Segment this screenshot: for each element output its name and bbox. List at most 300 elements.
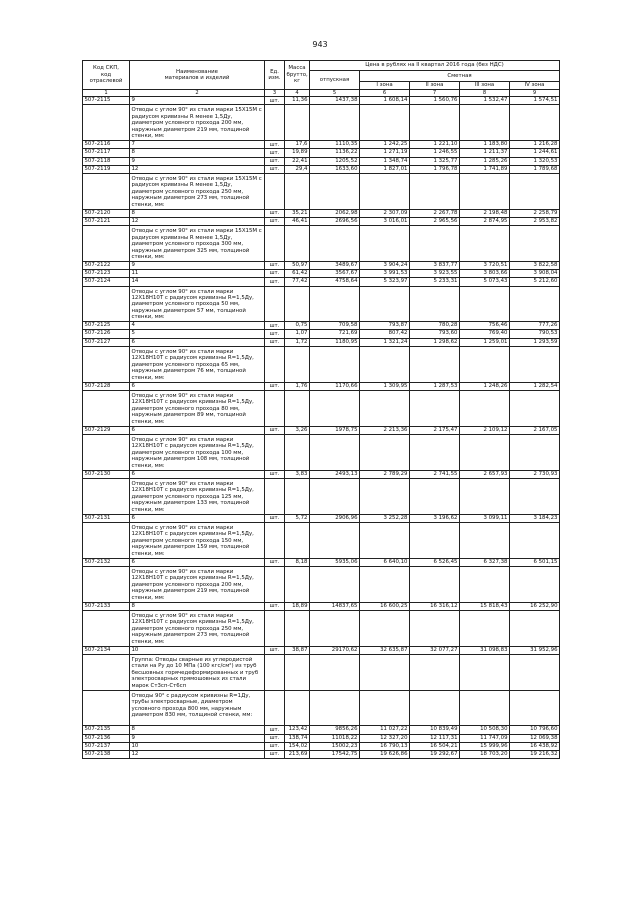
blank-cell xyxy=(460,286,510,322)
item-price-zone3: 2 874,95 xyxy=(460,217,510,225)
col-num: 4 xyxy=(285,90,310,97)
item-mass: 154,02 xyxy=(285,742,310,750)
item-code: 507-2118 xyxy=(83,157,130,165)
item-price-zone4: 1 244,61 xyxy=(510,149,560,157)
blank-cell xyxy=(83,478,130,514)
blank-cell xyxy=(310,522,360,558)
blank-cell xyxy=(285,566,310,602)
item-price-zone2: 1 246,55 xyxy=(410,149,460,157)
blank-cell xyxy=(360,690,410,726)
item-price-zone1: 2 789,29 xyxy=(360,470,410,478)
blank-cell xyxy=(285,390,310,426)
blank-cell xyxy=(510,566,560,602)
item-unit: шт. xyxy=(265,742,285,750)
item-price-zone1: 1 608,14 xyxy=(360,97,410,105)
blank-cell xyxy=(83,346,130,382)
item-code: 507-2127 xyxy=(83,338,130,346)
item-price-zone3: 3 803,66 xyxy=(460,270,510,278)
blank-cell xyxy=(410,522,460,558)
item-price-zone4: 16 438,92 xyxy=(510,742,560,750)
item-wall-thickness: 12 xyxy=(130,750,265,758)
item-mass: 0,75 xyxy=(285,322,310,330)
item-code: 507-2138 xyxy=(83,750,130,758)
item-mass: 22,41 xyxy=(285,157,310,165)
item-code: 507-2120 xyxy=(83,209,130,217)
item-price-zone4: 1 574,51 xyxy=(510,97,560,105)
item-price-zone3: 1 248,26 xyxy=(460,382,510,390)
item-price-zone3: 31 098,83 xyxy=(460,646,510,654)
item-price-zone3: 1 259,01 xyxy=(460,338,510,346)
item-price-zone2: 793,60 xyxy=(410,330,460,338)
table-row xyxy=(83,382,560,390)
blank-cell xyxy=(83,434,130,470)
blank-cell xyxy=(360,286,410,322)
item-wall-thickness: 9 xyxy=(130,734,265,742)
blank-cell xyxy=(460,346,510,382)
item-wall-thickness: 14 xyxy=(130,278,265,286)
group-description: Отводы с углом 90° из стали марки 12Х18Н10Т с радиусом кривизны R=1,5Ду, диаметром условного прохода 100 мм, наружным диаметром 108 мм, толщиной стенки, мм: xyxy=(130,434,265,470)
item-mass: 19,89 xyxy=(285,149,310,157)
item-unit: шт. xyxy=(265,382,285,390)
blank-cell xyxy=(460,226,510,262)
item-price-zone2: 2 965,56 xyxy=(410,217,460,225)
table-row xyxy=(83,470,560,478)
blank-cell xyxy=(83,390,130,426)
item-price-zone1: 16 600,25 xyxy=(360,602,410,610)
blank-cell xyxy=(310,390,360,426)
item-mass: 3,26 xyxy=(285,426,310,434)
item-price-zone3: 15 999,96 xyxy=(460,742,510,750)
item-price-zone1: 807,42 xyxy=(360,330,410,338)
item-mass: 138,74 xyxy=(285,734,310,742)
blank-cell xyxy=(360,566,410,602)
item-price-zone2: 16 504,21 xyxy=(410,742,460,750)
group-description: Отводы с углом 90° из стали марки 12Х18Н10Т с радиусом кривизны R=1,5Ду, диаметром условного прохода 150 мм, наружным диаметром 159 мм, толщиной стенки, мм: xyxy=(130,522,265,558)
item-wall-thickness: 6 xyxy=(130,382,265,390)
item-price-zone3: 2 657,93 xyxy=(460,470,510,478)
blank-cell xyxy=(360,173,410,209)
item-mass: 77,42 xyxy=(285,278,310,286)
item-unit: шт. xyxy=(265,157,285,165)
item-mass: 46,41 xyxy=(285,217,310,225)
code-header: Код СКП, код отраслевой xyxy=(83,61,130,90)
description-row xyxy=(83,286,560,322)
item-release-price: 2493,13 xyxy=(310,470,360,478)
item-release-price: 4758,64 xyxy=(310,278,360,286)
blank-cell xyxy=(460,478,510,514)
blank-cell xyxy=(285,434,310,470)
table-row xyxy=(83,750,560,758)
group-description: Группа: Отводы сварные из углеродистой стали на Ру до 10 МПа (100 кгс/см²) из труб бесшовных горячедеформированных и труб электросварных прямошовных из стали марок Ст3сп-Ст6сп xyxy=(130,654,265,690)
item-code: 507-2124 xyxy=(83,278,130,286)
item-price-zone4: 2 258,79 xyxy=(510,209,560,217)
item-wall-thickness: 8 xyxy=(130,602,265,610)
item-release-price: 5935,06 xyxy=(310,558,360,566)
description-row xyxy=(83,690,560,726)
item-price-zone2: 32 077,27 xyxy=(410,646,460,654)
item-release-price: 721,69 xyxy=(310,330,360,338)
blank-cell xyxy=(310,173,360,209)
item-code: 507-2126 xyxy=(83,330,130,338)
blank-cell xyxy=(310,478,360,514)
blank-cell xyxy=(360,522,410,558)
item-unit: шт. xyxy=(265,514,285,522)
item-wall-thickness: 6 xyxy=(130,338,265,346)
col-num: 1 xyxy=(83,90,130,97)
table-row xyxy=(83,726,560,734)
item-wall-thickness: 6 xyxy=(130,470,265,478)
item-price-zone4: 1 320,53 xyxy=(510,157,560,165)
item-price-zone4: 2 167,05 xyxy=(510,426,560,434)
table-row xyxy=(83,270,560,278)
item-price-zone4: 6 501,15 xyxy=(510,558,560,566)
item-release-price: 3489,67 xyxy=(310,261,360,269)
blank-cell xyxy=(265,105,285,141)
item-price-zone1: 16 790,13 xyxy=(360,742,410,750)
table-row xyxy=(83,261,560,269)
blank-cell xyxy=(360,434,410,470)
blank-cell xyxy=(310,286,360,322)
item-mass: 50,97 xyxy=(285,261,310,269)
item-wall-thickness: 7 xyxy=(130,141,265,149)
item-unit: шт. xyxy=(265,734,285,742)
item-price-zone4: 790,53 xyxy=(510,330,560,338)
item-price-zone1: 1 321,24 xyxy=(360,338,410,346)
item-price-zone2: 2 741,55 xyxy=(410,470,460,478)
group-description: Отводы с углом 90° из стали марки 12Х18Н10Т с радиусом кривизны R=1,5Ду, диаметром условного прохода 125 мм, наружным диаметром 133 мм, толщиной стенки, мм: xyxy=(130,478,265,514)
item-code: 507-2117 xyxy=(83,149,130,157)
table-row xyxy=(83,97,560,105)
item-price-zone3: 769,40 xyxy=(460,330,510,338)
item-price-zone3: 11 747,09 xyxy=(460,734,510,742)
item-code: 507-2128 xyxy=(83,382,130,390)
item-price-zone2: 2 267,78 xyxy=(410,209,460,217)
item-price-zone2: 10 839,49 xyxy=(410,726,460,734)
item-price-zone1: 1 271,19 xyxy=(360,149,410,157)
blank-cell xyxy=(510,226,560,262)
item-price-zone4: 10 796,60 xyxy=(510,726,560,734)
item-price-zone3: 10 508,30 xyxy=(460,726,510,734)
item-price-zone2: 5 233,31 xyxy=(410,278,460,286)
item-price-zone1: 1 242,25 xyxy=(360,141,410,149)
blank-cell xyxy=(410,173,460,209)
item-price-zone3: 3 720,51 xyxy=(460,261,510,269)
item-release-price: 1136,22 xyxy=(310,149,360,157)
col-num: 6 xyxy=(360,90,410,97)
item-price-zone2: 780,28 xyxy=(410,322,460,330)
blank-cell xyxy=(410,478,460,514)
blank-cell xyxy=(360,654,410,690)
blank-cell xyxy=(510,478,560,514)
item-wall-thickness: 6 xyxy=(130,514,265,522)
table-row xyxy=(83,734,560,742)
item-code: 507-2119 xyxy=(83,165,130,173)
blank-cell xyxy=(310,346,360,382)
blank-cell xyxy=(265,654,285,690)
item-price-zone3: 2 109,12 xyxy=(460,426,510,434)
blank-cell xyxy=(510,690,560,726)
blank-cell xyxy=(310,566,360,602)
blank-cell xyxy=(510,390,560,426)
item-mass: 1,72 xyxy=(285,338,310,346)
item-price-zone3: 15 818,43 xyxy=(460,602,510,610)
blank-cell xyxy=(265,566,285,602)
item-price-zone2: 19 292,67 xyxy=(410,750,460,758)
item-release-price: 1205,52 xyxy=(310,157,360,165)
blank-cell xyxy=(265,434,285,470)
item-unit: шт. xyxy=(265,97,285,105)
blank-cell xyxy=(410,346,460,382)
item-release-price: 14837,65 xyxy=(310,602,360,610)
item-wall-thickness: 6 xyxy=(130,558,265,566)
item-code: 507-2129 xyxy=(83,426,130,434)
item-release-price: 1180,95 xyxy=(310,338,360,346)
item-mass: 5,72 xyxy=(285,514,310,522)
blank-cell xyxy=(460,690,510,726)
blank-cell xyxy=(265,346,285,382)
item-code: 507-2135 xyxy=(83,726,130,734)
table-row xyxy=(83,165,560,173)
item-price-zone4: 5 212,60 xyxy=(510,278,560,286)
blank-cell xyxy=(360,105,410,141)
price-table xyxy=(82,60,560,759)
blank-cell xyxy=(265,286,285,322)
item-price-zone4: 777,26 xyxy=(510,322,560,330)
blank-cell xyxy=(410,286,460,322)
item-mass: 1,76 xyxy=(285,382,310,390)
blank-cell xyxy=(360,226,410,262)
item-price-zone1: 1 309,95 xyxy=(360,382,410,390)
item-price-zone3: 1 285,26 xyxy=(460,157,510,165)
item-price-zone4: 3 908,04 xyxy=(510,270,560,278)
blank-cell xyxy=(410,566,460,602)
description-row xyxy=(83,522,560,558)
item-unit: шт. xyxy=(265,602,285,610)
blank-cell xyxy=(510,286,560,322)
blank-cell xyxy=(265,390,285,426)
item-unit: шт. xyxy=(265,261,285,269)
item-price-zone3: 5 073,43 xyxy=(460,278,510,286)
blank-cell xyxy=(460,566,510,602)
blank-cell xyxy=(265,226,285,262)
item-price-zone1: 3 016,01 xyxy=(360,217,410,225)
blank-cell xyxy=(83,522,130,558)
price-group-header: Цена в рублях на II квартал 2016 года (без НДС) xyxy=(310,61,560,71)
blank-cell xyxy=(410,654,460,690)
item-price-zone1: 793,87 xyxy=(360,322,410,330)
item-code: 507-2121 xyxy=(83,217,130,225)
item-unit: шт. xyxy=(265,209,285,217)
blank-cell xyxy=(83,610,130,646)
item-unit: шт. xyxy=(265,141,285,149)
item-price-zone4: 3 822,58 xyxy=(510,261,560,269)
blank-cell xyxy=(510,654,560,690)
item-release-price: 9856,26 xyxy=(310,726,360,734)
item-price-zone1: 3 904,24 xyxy=(360,261,410,269)
blank-cell xyxy=(83,226,130,262)
item-mass: 11,36 xyxy=(285,97,310,105)
item-code: 507-2133 xyxy=(83,602,130,610)
blank-cell xyxy=(285,346,310,382)
item-wall-thickness: 9 xyxy=(130,157,265,165)
item-price-zone4: 2 953,82 xyxy=(510,217,560,225)
item-unit: шт. xyxy=(265,270,285,278)
blank-cell xyxy=(410,434,460,470)
group-description: Отводы с углом 90° из стали марки 12Х18Н10Т с радиусом кривизны R=1,5Ду, диаметром условного прохода 200 мм, наружным диаметром 219 мм, толщиной стенки, мм: xyxy=(130,566,265,602)
item-price-zone2: 1 560,76 xyxy=(410,97,460,105)
item-price-zone2: 1 221,10 xyxy=(410,141,460,149)
table-row xyxy=(83,157,560,165)
item-mass: 17,6 xyxy=(285,141,310,149)
blank-cell xyxy=(460,434,510,470)
item-price-zone1: 32 635,87 xyxy=(360,646,410,654)
blank-cell xyxy=(265,690,285,726)
item-release-price: 17542,75 xyxy=(310,750,360,758)
group-description: Отводы с углом 90° из стали марки 15Х15М с радиусом кривизны R менее 1,5Ду, диаметром условного прохода 300 мм, наружным диаметром 325 мм, толщиной стенки, мм: xyxy=(130,226,265,262)
item-price-zone1: 19 626,86 xyxy=(360,750,410,758)
item-wall-thickness: 10 xyxy=(130,742,265,750)
blank-cell xyxy=(83,654,130,690)
estimate-price-header: Сметная xyxy=(360,71,560,82)
item-price-zone1: 12 327,20 xyxy=(360,734,410,742)
item-mass: 123,42 xyxy=(285,726,310,734)
blank-cell xyxy=(460,105,510,141)
blank-cell xyxy=(285,654,310,690)
blank-cell xyxy=(510,105,560,141)
blank-cell xyxy=(460,522,510,558)
header-row-1 xyxy=(83,61,560,71)
blank-cell xyxy=(285,226,310,262)
item-price-zone3: 756,46 xyxy=(460,322,510,330)
item-unit: шт. xyxy=(265,726,285,734)
item-release-price: 11018,22 xyxy=(310,734,360,742)
item-price-zone4: 16 252,90 xyxy=(510,602,560,610)
table-row xyxy=(83,141,560,149)
item-mass: 8,18 xyxy=(285,558,310,566)
blank-cell xyxy=(285,690,310,726)
blank-cell xyxy=(265,522,285,558)
blank-cell xyxy=(310,654,360,690)
description-row xyxy=(83,173,560,209)
item-code: 507-2131 xyxy=(83,514,130,522)
item-price-zone2: 1 325,77 xyxy=(410,157,460,165)
item-price-zone4: 1 216,28 xyxy=(510,141,560,149)
col-num: 5 xyxy=(310,90,360,97)
table-row xyxy=(83,426,560,434)
item-price-zone2: 2 175,47 xyxy=(410,426,460,434)
item-unit: шт. xyxy=(265,750,285,758)
blank-cell xyxy=(510,610,560,646)
item-wall-thickness: 8 xyxy=(130,209,265,217)
group-description: Отводы с углом 90° из стали марки 15Х15М с радиусом кривизны R менее 1,5Ду, диаметром условного прохода 200 мм, наружным диаметром 219 мм, толщиной стенки, мм: xyxy=(130,105,265,141)
item-price-zone4: 31 952,96 xyxy=(510,646,560,654)
blank-cell xyxy=(285,522,310,558)
table-row xyxy=(83,514,560,522)
item-code: 507-2123 xyxy=(83,270,130,278)
description-row xyxy=(83,105,560,141)
blank-cell xyxy=(360,346,410,382)
item-code: 507-2136 xyxy=(83,734,130,742)
item-release-price: 2696,56 xyxy=(310,217,360,225)
item-price-zone1: 1 827,01 xyxy=(360,165,410,173)
item-mass: 38,87 xyxy=(285,646,310,654)
item-wall-thickness: 12 xyxy=(130,165,265,173)
item-unit: шт. xyxy=(265,426,285,434)
blank-cell xyxy=(360,610,410,646)
blank-cell xyxy=(83,105,130,141)
item-release-price: 1110,35 xyxy=(310,141,360,149)
description-row xyxy=(83,610,560,646)
blank-cell xyxy=(265,173,285,209)
item-code: 507-2132 xyxy=(83,558,130,566)
description-row xyxy=(83,478,560,514)
item-price-zone1: 1 348,74 xyxy=(360,157,410,165)
blank-cell xyxy=(460,610,510,646)
table-row xyxy=(83,330,560,338)
item-price-zone2: 3 196,62 xyxy=(410,514,460,522)
blank-cell xyxy=(265,610,285,646)
item-release-price: 1633,60 xyxy=(310,165,360,173)
item-wall-thickness: 10 xyxy=(130,646,265,654)
group-description: Отводы 90° с радиусом кривизны R=1Ду, трубы электросварные, диаметром условного прохода 800 мм, наружным диаметром 830 мм, толщиной стенки, мм: xyxy=(130,690,265,726)
mass-header: Масса брутто, кг xyxy=(285,61,310,90)
description-row xyxy=(83,390,560,426)
table-row xyxy=(83,558,560,566)
description-row xyxy=(83,346,560,382)
col-num: 2 xyxy=(130,90,265,97)
item-price-zone3: 6 327,38 xyxy=(460,558,510,566)
item-price-zone1: 6 640,10 xyxy=(360,558,410,566)
table-row xyxy=(83,742,560,750)
item-code: 507-2116 xyxy=(83,141,130,149)
description-row xyxy=(83,654,560,690)
item-code: 507-2134 xyxy=(83,646,130,654)
blank-cell xyxy=(510,346,560,382)
table-row xyxy=(83,217,560,225)
item-price-zone3: 18 703,20 xyxy=(460,750,510,758)
item-code: 507-2122 xyxy=(83,261,130,269)
item-mass: 3,83 xyxy=(285,470,310,478)
item-wall-thickness: 9 xyxy=(130,261,265,269)
col-num: 9 xyxy=(510,90,560,97)
description-row xyxy=(83,226,560,262)
item-price-zone2: 3 837,77 xyxy=(410,261,460,269)
item-price-zone4: 19 216,32 xyxy=(510,750,560,758)
item-price-zone4: 2 730,93 xyxy=(510,470,560,478)
item-wall-thickness: 9 xyxy=(130,97,265,105)
item-price-zone3: 1 211,37 xyxy=(460,149,510,157)
blank-cell xyxy=(83,566,130,602)
item-price-zone3: 1 532,47 xyxy=(460,97,510,105)
table-row xyxy=(83,278,560,286)
item-price-zone1: 5 323,97 xyxy=(360,278,410,286)
blank-cell xyxy=(510,173,560,209)
blank-cell xyxy=(310,690,360,726)
item-unit: шт. xyxy=(265,217,285,225)
item-price-zone4: 1 282,54 xyxy=(510,382,560,390)
item-unit: шт. xyxy=(265,278,285,286)
item-price-zone4: 12 069,38 xyxy=(510,734,560,742)
item-release-price: 3567,67 xyxy=(310,270,360,278)
blank-cell xyxy=(285,173,310,209)
col-num: 7 xyxy=(410,90,460,97)
description-row xyxy=(83,434,560,470)
table-row xyxy=(83,322,560,330)
item-price-zone2: 1 298,62 xyxy=(410,338,460,346)
item-unit: шт. xyxy=(265,338,285,346)
item-wall-thickness: 4 xyxy=(130,322,265,330)
item-code: 507-2137 xyxy=(83,742,130,750)
